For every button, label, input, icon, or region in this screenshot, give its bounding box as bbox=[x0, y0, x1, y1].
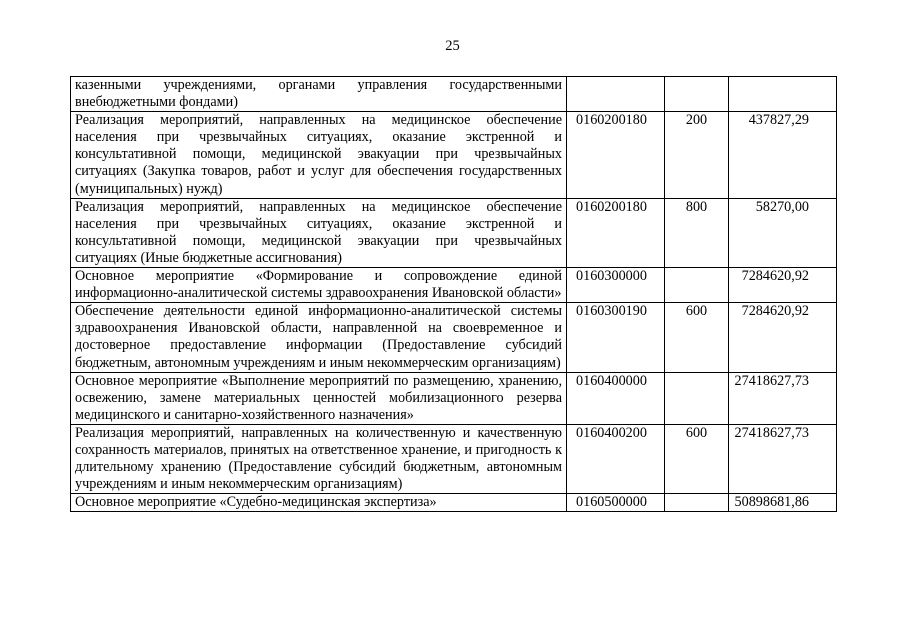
row-amount: 437827,29 bbox=[729, 112, 837, 198]
row-amount: 27418627,73 bbox=[729, 372, 837, 424]
row-target-code: 0160200180 bbox=[567, 112, 665, 198]
row-expense-kind: 600 bbox=[665, 303, 729, 372]
row-target-code: 0160400200 bbox=[567, 424, 665, 493]
row-amount: 7284620,92 bbox=[729, 303, 837, 372]
table-row bbox=[71, 303, 837, 372]
row-expense-kind bbox=[665, 268, 729, 303]
row-expense-kind: 200 bbox=[665, 112, 729, 198]
row-description: Основное мероприятие «Выполнение мероприятий по размещению, хранению, освежению, замене материальных ценностей мобилизационного резерва медицинского и санитарно-хозяйственного назначения» bbox=[71, 372, 567, 424]
row-description: Реализация мероприятий, направленных на медицинское обеспечение населения при чрезвычайных ситуациях, оказание экстренной и консультативной помощи, медицинской эвакуации при чрезвычайных ситуациях (Закупка товаров, работ и услуг для обеспечения государственных (муниципальных) нужд) bbox=[71, 112, 567, 198]
table-row bbox=[71, 112, 837, 198]
row-description: Основное мероприятие «Судебно-медицинская экспертиза» bbox=[71, 494, 567, 512]
table-row bbox=[71, 424, 837, 493]
row-amount: 27418627,73 bbox=[729, 424, 837, 493]
budget-table bbox=[70, 76, 837, 512]
row-expense-kind bbox=[665, 494, 729, 512]
row-amount: 50898681,86 bbox=[729, 494, 837, 512]
row-amount: 58270,00 bbox=[729, 198, 837, 267]
row-target-code: 0160300000 bbox=[567, 268, 665, 303]
row-description: Обеспечение деятельности единой информационно-аналитической системы здравоохранения Ивановской области, направленной на своевременное и достоверное предоставление информации (Предоставление субсидий бюджетным, автономным учреждениям и иным некоммерческим организациям) bbox=[71, 303, 567, 372]
row-amount: 7284620,92 bbox=[729, 268, 837, 303]
row-expense-kind: 600 bbox=[665, 424, 729, 493]
row-target-code: 0160500000 bbox=[567, 494, 665, 512]
row-target-code bbox=[567, 77, 665, 112]
row-expense-kind bbox=[665, 372, 729, 424]
table-row bbox=[71, 372, 837, 424]
row-expense-kind: 800 bbox=[665, 198, 729, 267]
row-description: казенными учреждениями, органами управления государственными внебюджетными фондами) bbox=[71, 77, 567, 112]
row-amount bbox=[729, 77, 837, 112]
row-target-code: 0160400000 bbox=[567, 372, 665, 424]
row-target-code: 0160300190 bbox=[567, 303, 665, 372]
table-row bbox=[71, 494, 837, 512]
page-number: 25 bbox=[445, 38, 460, 54]
row-target-code: 0160200180 bbox=[567, 198, 665, 267]
row-expense-kind bbox=[665, 77, 729, 112]
table-row bbox=[71, 198, 837, 267]
row-description: Основное мероприятие «Формирование и сопровождение единой информационно-аналитической системы здравоохранения Ивановской области» bbox=[71, 268, 567, 303]
table-row bbox=[71, 77, 837, 112]
row-description: Реализация мероприятий, направленных на количественную и качественную сохранность материалов, принятых на ответственное хранение, и пригодность к длительному хранению (Предоставление субсидий бюджетным, автономным учреждениям и иным некоммерческим организациям) bbox=[71, 424, 567, 493]
table-row bbox=[71, 268, 837, 303]
row-description: Реализация мероприятий, направленных на медицинское обеспечение населения при чрезвычайных ситуациях, оказание экстренной и консультативной помощи, медицинской эвакуации при чрезвычайных ситуациях (Иные бюджетные ассигнования) bbox=[71, 198, 567, 267]
